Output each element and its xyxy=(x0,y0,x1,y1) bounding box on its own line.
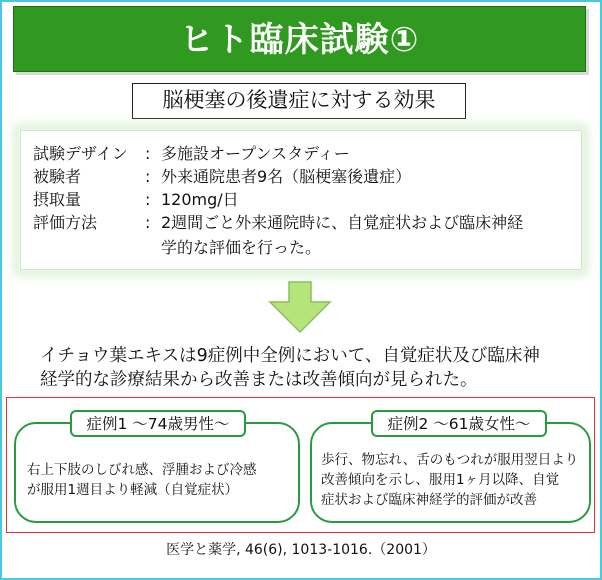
dose-value: 120mg/日 xyxy=(161,190,239,209)
dose-colon: : xyxy=(145,190,151,209)
dose-label: 摂取量 xyxy=(33,190,82,209)
design-value: 多施設オープンスタディー xyxy=(161,144,350,163)
case-2-label: 症例2 ～61歳女性～ xyxy=(371,410,547,437)
slide-title: ヒト臨床試験① xyxy=(179,20,420,60)
case-1-line-2: が服用1週目より軽減（自覚症状） xyxy=(27,482,239,498)
evaluation-colon: : xyxy=(145,213,151,232)
case-1-label: 症例1 ～74歳男性～ xyxy=(70,410,246,437)
subjects-value: 外来通院患者9名（脳梗塞後遺症） xyxy=(161,167,412,186)
evaluation-label: 評価方法 xyxy=(33,213,98,232)
case-1-line-1: 右上下肢のしびれ感、浮腫および冷感 xyxy=(27,462,257,478)
design-label: 試験デザイン xyxy=(33,144,128,163)
summary-line-2: 経学的な診療結果から改善または改善傾向が見られた。 xyxy=(40,370,478,390)
case-2-line-2: 改善傾向を示し、服用1ヶ月以降、自覚 xyxy=(321,472,560,488)
subtitle: 脳梗塞の後遺症に対する効果 xyxy=(162,88,436,112)
subjects-label: 被験者 xyxy=(33,167,82,186)
evaluation-value-continued: 学的な評価を行った。 xyxy=(161,238,322,257)
result-summary xyxy=(40,344,580,392)
subjects-colon: : xyxy=(145,167,151,186)
case-2-line-1: 歩行、物忘れ、舌のもつれが服用翌日より xyxy=(321,452,579,468)
case-1-description xyxy=(27,460,257,500)
summary-line-1: イチョウ葉エキスは9症例中全例において、自覚症状及び臨床神 xyxy=(40,346,540,366)
design-colon: : xyxy=(145,144,151,163)
case-2-description xyxy=(321,450,578,510)
citation: 医学と薬学, 46(6), 1013-1016.（2001） xyxy=(166,542,436,558)
evaluation-value: 2週間ごと外来通院時に、自覚症状および臨床神経 xyxy=(161,213,524,232)
case-2-line-3: 症状および臨床神経学的評価が改善 xyxy=(321,492,537,508)
